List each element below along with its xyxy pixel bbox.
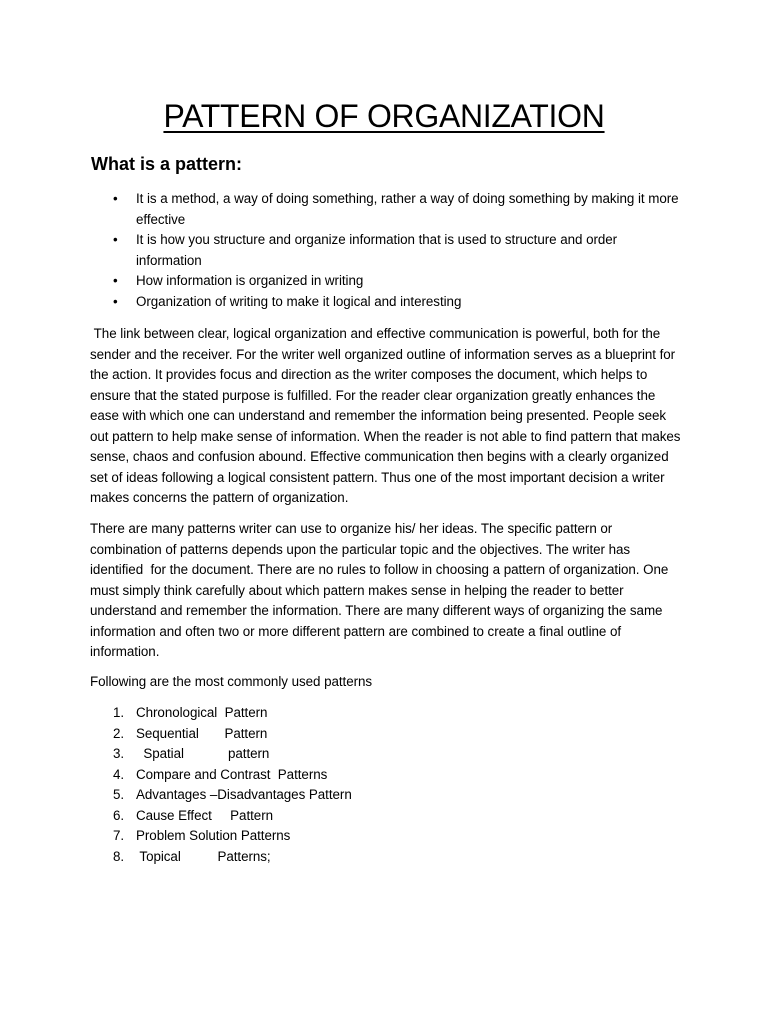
list-item-text: Cause Effect Pattern (136, 807, 273, 823)
list-number: 4. (113, 766, 125, 782)
list-item-text: Spatial pattern (136, 746, 270, 761)
list-item-text: Problem Solution Patterns (136, 828, 291, 843)
list-item (90, 292, 686, 313)
list-item (90, 785, 686, 806)
list-item-text: Chronological Pattern (136, 705, 268, 720)
list-item (90, 271, 686, 292)
list-item-text: Topical Patterns; (136, 848, 271, 864)
list-number: 6. (113, 807, 125, 823)
list-item (90, 189, 686, 230)
list-number: 5. (113, 787, 125, 802)
list-number: 1. (113, 705, 125, 720)
numbered-list (90, 703, 686, 867)
bullet-marker: • (113, 293, 118, 309)
list-number: 3. (113, 746, 125, 761)
list-item (90, 744, 686, 765)
list-number: 2. (113, 725, 125, 741)
list-item (90, 230, 686, 271)
document-title: PATTERN OF ORGANIZATION (163, 98, 605, 134)
list-intro: Following are the most commonly used patterns (90, 674, 373, 689)
list-item (90, 847, 686, 868)
list-item (90, 724, 686, 745)
bullet-list (90, 189, 686, 312)
list-item (90, 806, 686, 827)
bullet-marker: • (113, 191, 118, 206)
list-item-text: It is how you structure and organize information that is used to structure and order information (136, 232, 618, 268)
bullet-marker: • (113, 232, 118, 247)
list-item-text: It is a method, a way of doing something, rather a way of doing something by making it more effective (136, 191, 679, 227)
list-item-text: Organization of writing to make it logical and interesting (136, 293, 462, 309)
list-item (90, 826, 686, 847)
list-number: 7. (113, 828, 125, 843)
list-item (90, 703, 686, 724)
bullet-marker: • (113, 273, 118, 288)
body-paragraph: There are many patterns writer can use to organize his/ her ideas. The specific pattern or combination of patterns depends upon the particular topic and the objectives. The writer has identified for the document. There are no rules to follow in choosing a pattern of organization. One must simply think carefully about which pattern makes sense in helping the reader to better understand and remember the information. There are many different ways of organizing the same information and often two or more different pattern are combined to create a final outline of information. (90, 521, 672, 659)
list-item-text: Compare and Contrast Patterns (136, 766, 328, 782)
list-item-text: How information is organized in writing (136, 273, 364, 288)
list-item-text: Sequential Pattern (136, 725, 268, 741)
body-paragraph: The link between clear, logical organization and effective communication is powerful, both for the sender and the receiver. For the writer well organized outline of information serves as a blueprint for the action. It provides focus and direction as the writer composes the document, which helps to ensure that the stated purpose is fulfilled. For the reader clear organization greatly enhances the ease with which one can understand and remember the information being presented. People seek out pattern to help make sense of information. When the reader is not able to find pattern that makes sense, chaos and confusion abound. Effective communication then begins with a clearly organized set of ideas following a logical consistent pattern. Thus one of the most important decision a writer makes concerns the pattern of organization. (90, 326, 685, 505)
list-number: 8. (113, 848, 125, 864)
list-item (90, 765, 686, 786)
section-heading: What is a pattern: (91, 154, 243, 174)
list-item-text: Advantages –Disadvantages Pattern (136, 787, 352, 802)
